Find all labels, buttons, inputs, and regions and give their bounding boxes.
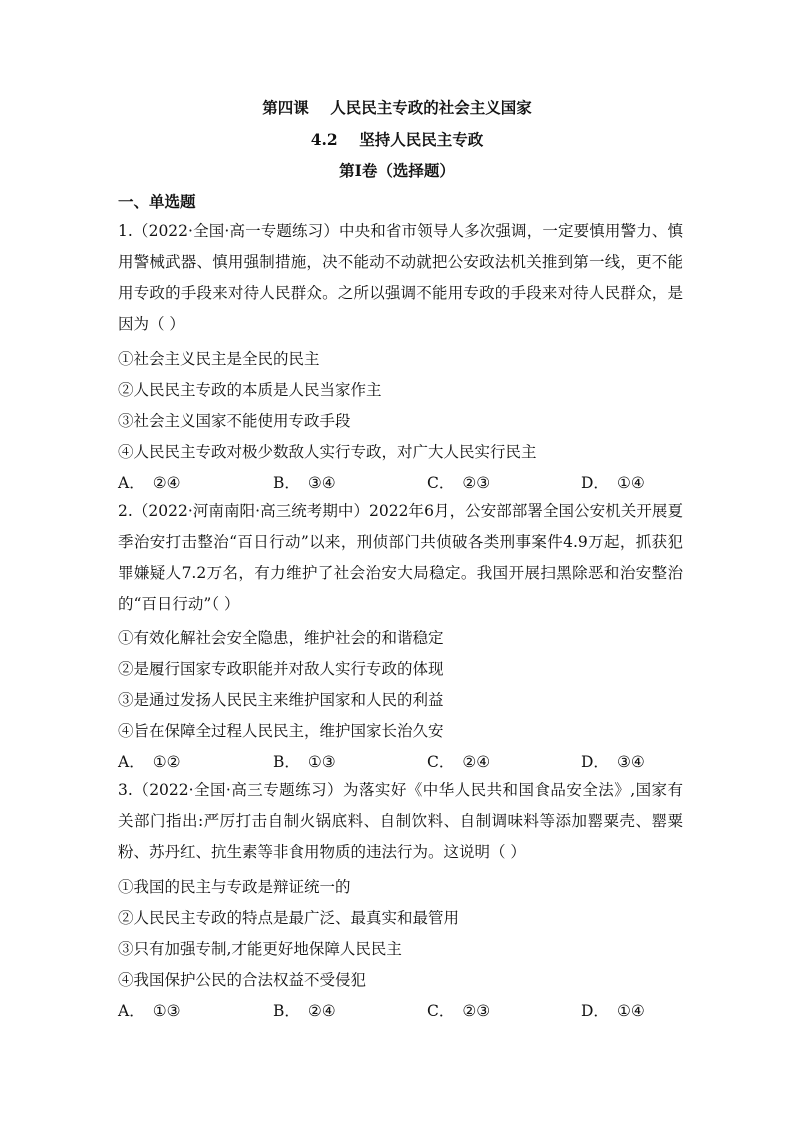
question-1-statement-3: ③社会主义国家不能使用专政手段 bbox=[118, 412, 351, 430]
question-1-statement-1: ①社会主义民主是全民的民主 bbox=[118, 350, 320, 368]
question-3-stem: 3.（2022·全国·高三专题练习）为落实好《中华人民共和国食品安全法》,国家有关部门指出:严厉打击自制火锅底料、自制饮料、自制调味料等添加罂粟壳、罂粟粉、苏丹红、抗生素等非食用物质的违法行为。这说明（ ） bbox=[118, 781, 683, 861]
question-2-option-a[interactable]: A． ①② bbox=[118, 753, 181, 771]
section-title: 4.2 坚持人民民主专政 bbox=[310, 130, 484, 149]
lesson-title: 第四课 人民民主专政的社会主义国家 bbox=[262, 98, 532, 117]
question-2-options bbox=[118, 750, 678, 772]
question-3-options bbox=[118, 999, 678, 1021]
question-1-stem: 1.（2022·全国·高一专题练习）中央和省市领导人多次强调，一定要慎用警力、慎用警械武器、慎用强制措施，决不能动不动就把公安政法机关推到第一线，更不能用专政的手段来对待人民群众。之所以强调不能用专政的手段来对待人民群众，是因为（ ） bbox=[118, 222, 683, 333]
question-2-statement-2: ②是履行国家专政职能并对敌人实行专政的体现 bbox=[118, 660, 444, 678]
question-3-statement-4: ④我国保护公民的合法权益不受侵犯 bbox=[118, 971, 367, 989]
question-1-option-d[interactable]: D． ①④ bbox=[581, 474, 645, 492]
question-2-statement-4: ④旨在保障全过程人民民主，维护国家长治久安 bbox=[118, 722, 444, 740]
question-3-option-c[interactable]: C． ②③ bbox=[427, 1002, 491, 1020]
question-3-option-d[interactable]: D． ①④ bbox=[581, 1002, 645, 1020]
question-1-options bbox=[118, 471, 678, 493]
question-1-option-a[interactable]: A． ②④ bbox=[118, 474, 181, 492]
question-2-option-c[interactable]: C． ②④ bbox=[427, 753, 491, 771]
question-3-option-a[interactable]: A． ①③ bbox=[118, 1002, 181, 1020]
section-heading: 一、单选题 bbox=[118, 192, 196, 211]
question-3-statement-3: ③只有加强专制,才能更好地保障人民民主 bbox=[118, 940, 402, 958]
question-1-option-b[interactable]: B． ③④ bbox=[273, 474, 336, 492]
question-3-option-b[interactable]: B． ②④ bbox=[273, 1002, 336, 1020]
question-1-option-c[interactable]: C． ②③ bbox=[427, 474, 491, 492]
question-2-statement-1: ①有效化解社会安全隐患，维护社会的和谐稳定 bbox=[118, 629, 444, 647]
question-2-statement-3: ③是通过发扬人民民主来维护国家和人民的利益 bbox=[118, 691, 444, 709]
volume-title: 第I卷（选择题） bbox=[339, 161, 455, 180]
question-2-option-d[interactable]: D． ③④ bbox=[581, 753, 645, 771]
question-3-statement-2: ②人民民主专政的特点是最广泛、最真实和最管用 bbox=[118, 909, 460, 927]
question-2-option-b[interactable]: B． ①③ bbox=[273, 753, 336, 771]
question-2-stem: 2.（2022·河南南阳·高三统考期中）2022年6月，公安部部署全国公安机关开展夏季治安打击整治“百日行动”以来，刑侦部门共侦破各类刑事案件4.9万起，抓获犯罪嫌疑人7.2万名，有力维护了社会治安大局稳定。我国开展扫黑除恶和治安整治的“百日行动”（ ） bbox=[118, 502, 683, 613]
question-1-statement-4: ④人民民主专政对极少数敌人实行专政，对广大人民实行民主 bbox=[118, 443, 537, 461]
question-1-statement-2: ②人民民主专政的本质是人民当家作主 bbox=[118, 381, 382, 399]
question-3-statement-1: ①我国的民主与专政是辩证统一的 bbox=[118, 878, 351, 896]
